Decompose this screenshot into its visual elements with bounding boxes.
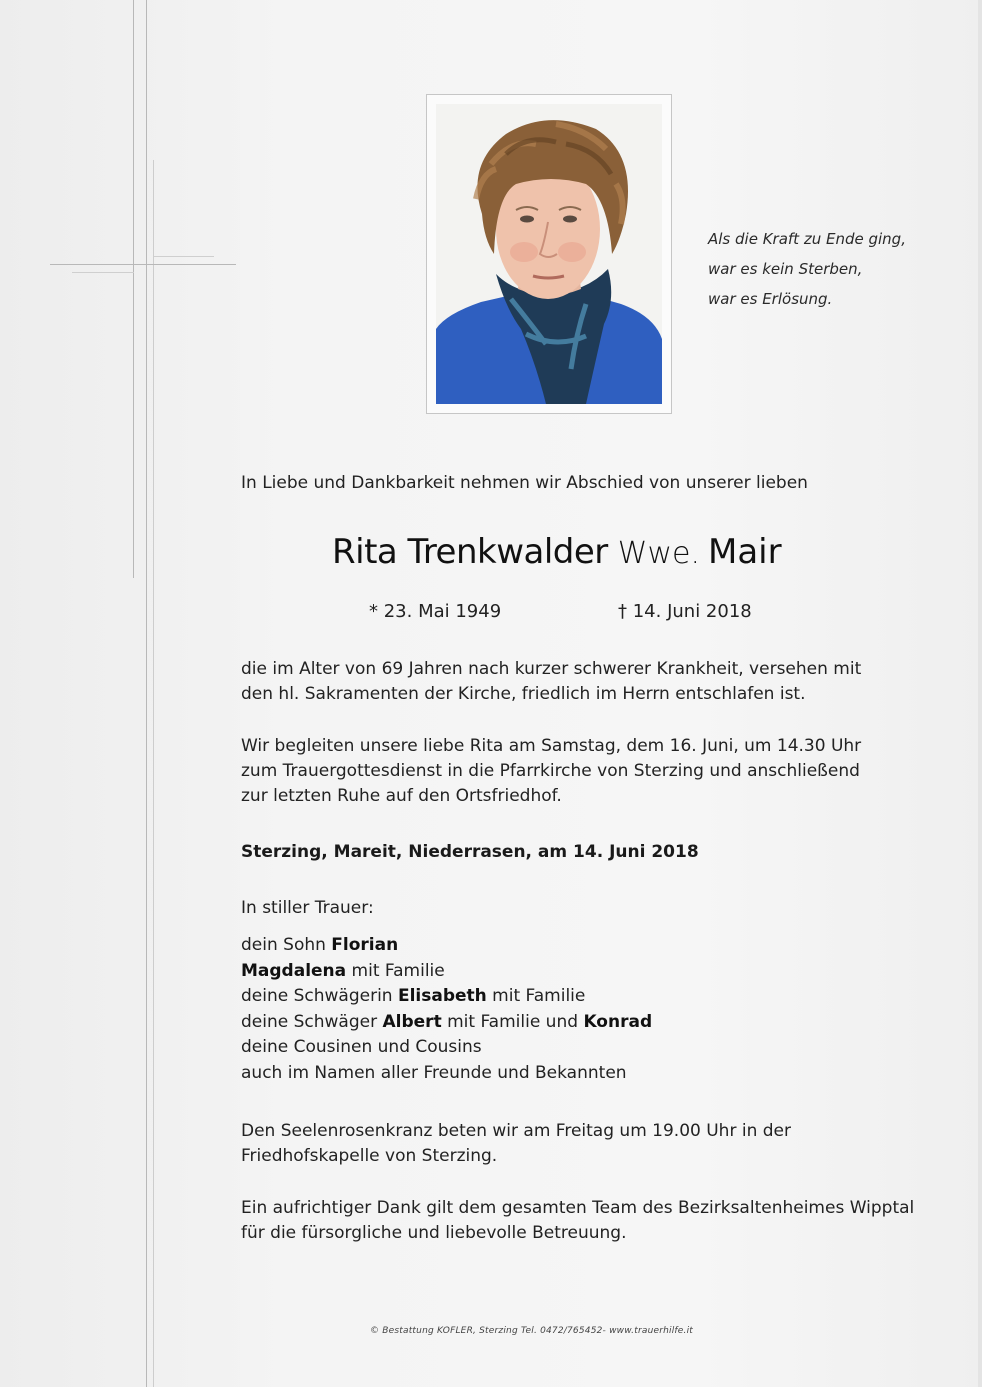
first-last-name: Rita Trenkwalder (332, 532, 608, 572)
list-item: deine Schwäger Albert mit Familie und Konrad (241, 1011, 653, 1032)
list-item: dein Sohn Florian (241, 935, 399, 955)
footer-credit: © Bestattung KOFLER, Sterzing Tel. 0472/765452- www.trauerhilfe.it (370, 1326, 694, 1336)
quote (708, 224, 948, 314)
list-item: Magdalena mit Familie (241, 960, 445, 981)
place-date: Sterzing, Mareit, Niederrasen, am 14. Juni 2018 (241, 842, 699, 862)
page-edge (978, 0, 982, 1387)
page-rule-left (146, 0, 147, 1387)
paragraph-line: zur letzten Ruhe auf den Ortsfriedhof. (241, 786, 562, 806)
married-name: Mair (707, 532, 782, 572)
mourning-heading: In stiller Trauer: (241, 898, 374, 918)
paragraph-line: Friedhofskapelle von Sterzing. (241, 1146, 498, 1166)
list-item: deine Schwägerin Elisabeth mit Familie (241, 986, 586, 1006)
funeral-paragraph (241, 734, 931, 809)
mourners-list (241, 933, 652, 1086)
death-date: † 14. Juni 2018 (618, 601, 752, 622)
birth-date: * 23. Mai 1949 (369, 601, 502, 622)
quote-line: war es Erlösung. (708, 290, 833, 308)
deceased-name (332, 532, 782, 572)
portrait-photo (436, 104, 662, 404)
paragraph-line: die im Alter von 69 Jahren nach kurzer schwerer Krankheit, versehen mit (241, 659, 862, 679)
paragraph-line: für die fürsorgliche und liebevolle Betreuung. (241, 1223, 627, 1243)
paragraph-line: zum Trauergottesdienst in die Pfarrkirche von Sterzing und anschließend (241, 761, 860, 781)
paragraph-line: Den Seelenrosenkranz beten wir am Freitag um 19.00 Uhr in der (241, 1121, 791, 1141)
widow-abbrev: Wwe. (617, 536, 700, 571)
intro-text: In Liebe und Dankbarkeit nehmen wir Abschied von unserer lieben (241, 473, 808, 493)
list-item: auch im Namen aller Freunde und Bekannten (241, 1062, 627, 1083)
rosary-paragraph (241, 1119, 931, 1169)
thanks-paragraph (241, 1196, 931, 1246)
paragraph-line: Wir begleiten unsere liebe Rita am Samstag, dem 16. Juni, um 14.30 Uhr (241, 736, 862, 756)
announcement-paragraph (241, 657, 931, 707)
paragraph-line: den hl. Sakramenten der Kirche, friedlich im Herrn entschlafen ist. (241, 684, 806, 704)
portrait-frame (426, 94, 672, 414)
paragraph-line: Ein aufrichtiger Dank gilt dem gesamten Team des Bezirksaltenheimes Wipptal (241, 1198, 915, 1218)
quote-line: Als die Kraft zu Ende ging, (708, 230, 906, 248)
list-item: deine Cousinen und Cousins (241, 1037, 482, 1057)
page-rule-left-inner (153, 160, 154, 1387)
quote-line: war es kein Sterben, (708, 260, 863, 278)
